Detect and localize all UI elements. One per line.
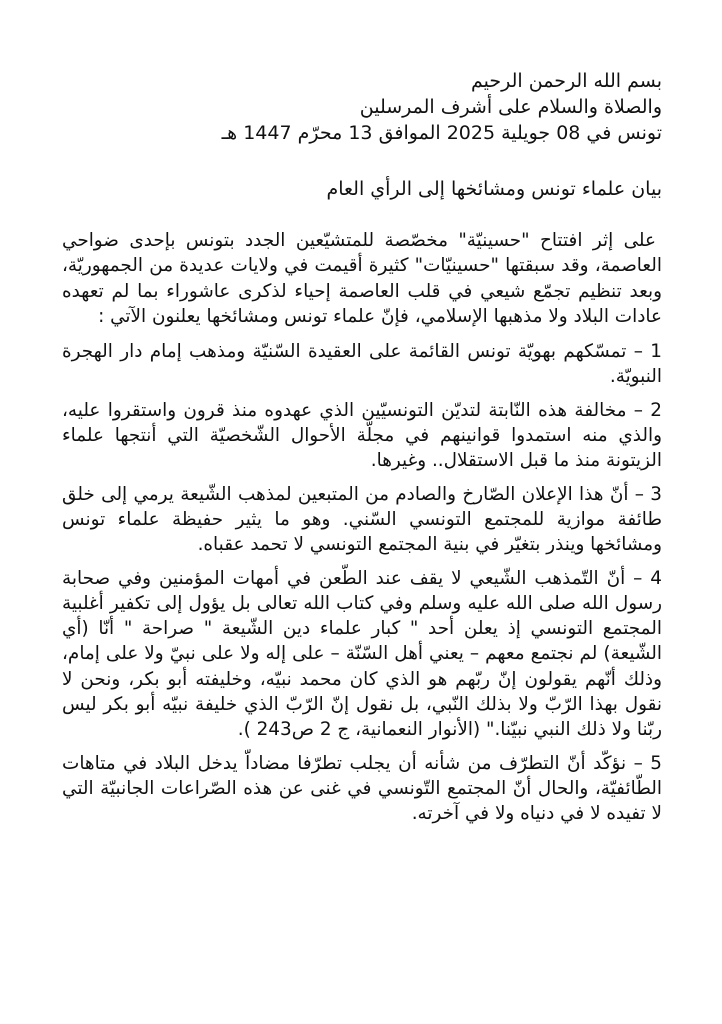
date-line: تونس في 08 جويلية 2025 الموافق 13 محرّم 1447 هـ xyxy=(221,122,662,144)
point-3: 3 – أنّ هذا الإعلان الصّارخ والصادم من المتبعين لمذهب الشّيعة يرمي إلى خلق طائفة موازية للمجتمع التونسي السّني. وهو ما يثير حفيظة علماء تونس ومشائخها وينذر بتغيّر في بنية المجتمع التونسي لا تحمد عقباه. xyxy=(62,483,662,556)
point-2: 2 – مخالفة هذه النّابتة لتديّن التونسيّين الذي عهدوه منذ قرون واستقروا عليه، والذي منه استمدوا قوانينهم في مجلّة الأحوال الشّخصيّة التي أنتجها علماء الزيتونة منذ ما قبل الاستقلال.. وغيرها. xyxy=(62,399,662,472)
point-1: 1 – تمسّكهم بهويّة تونس القائمة على العقيدة السّنيّة ومذهب إمام دار الهجرة النبويّة. xyxy=(62,341,662,388)
intro-paragraph: على إثر افتتاح "حسينيّة" مخصّصة للمتشيّعين الجدد بتونس بإحدى ضواحي العاصمة، وقد سبقتها "حسينيّات" كثيرة أقيمت في ولايات عديدة من الجمهوريّة، وبعد تنظيم تجمّع شيعي في قلب العاصمة إحياء لذكرى عاشوراء بما لم تعهده عادات البلاد ولا مذهبها الإسلامي، فإنّ علماء تونس ومشائخها يعلنون الآتي : xyxy=(62,230,662,327)
document-header xyxy=(62,68,662,146)
salutation-line: والصلاة والسلام على أشرف المرسلين xyxy=(359,96,662,118)
point-5: 5 – نؤكّد أنّ التطرّف من شأنه أن يجلب تطرّفا مضاداّ يدخل البلاد في متاهات الطّائفيّة، والحال أنّ المجتمع التّونسي في غنى عن هذه الصّراعات الجانبيّة التي لا تفيده لا في دنياه ولا في آخرته. xyxy=(62,752,662,825)
point-4: 4 – أنّ التّمذهب الشّيعي لا يقف عند الطّعن في أمهات المؤمنين وفي صحابة رسول الله صلى الله عليه وسلم وفي كتاب الله تعالى بل يؤول إلى تكفير أغلبية المجتمع التونسي إذ يعلن أحد " كبار علماء دين الشّيعة " صراحة " أنّا (أي الشّيعة) لم نجتمع معهم – يعني أهل السّنّة – على إله ولا على نبيّ ولا على إمام، وذلك أنّهم يقولون إنّ ربّهم هو الذي كان محمد نبيّه، وخليفته أبو بكر، ونحن لا نقول بهذا الرّبّ ولا بذلك النّبي، بل نقول إنّ الرّبّ الذي خليفة نبيّه أبو بكر ليس ربّنا ولا ذلك النبي نبيّنا." (الأنوار النعمانية، ج 2 ص243 ). xyxy=(62,567,662,741)
statement-title: بيان علماء تونس ومشائخها إلى الرأي العام xyxy=(326,178,662,200)
basmala-line: بسم الله الرحمن الرحيم xyxy=(471,70,662,92)
statement-body xyxy=(62,228,662,835)
